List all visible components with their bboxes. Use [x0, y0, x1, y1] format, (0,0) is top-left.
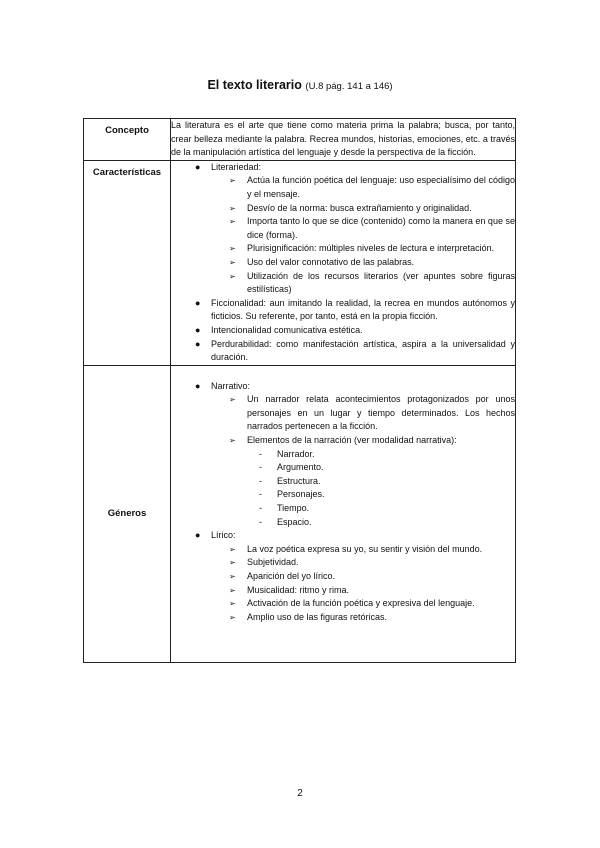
bullet-icon: ●: [195, 324, 201, 335]
bullet-icon: ●: [195, 338, 201, 349]
list-item: - Espacio.: [171, 516, 515, 530]
arrow-bullet-icon: ➢: [229, 271, 236, 281]
title-reference: (U.8 pág. 141 a 146): [305, 81, 393, 92]
list-item: ➢ Musicalidad: ritmo y rima.: [171, 584, 515, 598]
generos-content: [171, 365, 516, 662]
arrow-bullet-icon: ➢: [229, 585, 236, 595]
list-item: ➢ Uso del valor connotativo de las palabras.: [171, 256, 515, 270]
arrow-bullet-icon: ➢: [229, 176, 236, 186]
list-item: ➢ Un narrador relata acontecimientos protagonizados por unos personajes en un lugar y tiempo determinados. Los hechos narrados pertenecen a la ficción.: [229, 394, 515, 432]
label-generos: Géneros: [84, 365, 171, 662]
list-item: ➢ Aparición del yo lírico.: [171, 570, 515, 584]
label-caracteristicas: Características: [84, 160, 171, 365]
list-item: ● Perdurabilidad: como manifestación artística, aspira a la universalidad y duración.: [195, 338, 515, 363]
dash-bullet-icon: -: [259, 462, 262, 473]
bullet-icon: ●: [195, 380, 201, 391]
arrow-bullet-icon: ➢: [229, 572, 236, 581]
dash-bullet-icon: -: [259, 475, 262, 486]
arrow-bullet-icon: ➢: [229, 244, 236, 254]
list-item: ● Literariedad:: [171, 161, 515, 175]
list-item: - Narrador.: [171, 448, 515, 462]
row-concepto: [84, 119, 516, 161]
caracteristicas-list: [171, 161, 515, 365]
dash-bullet-icon: -: [259, 516, 262, 527]
arrow-bullet-icon: ➢: [229, 203, 236, 213]
concepto-text: La literatura es el arte que tiene como materia prima la palabra; busca, por tanto, crear belleza mediante la palabra. Recrea mundos, historias, emociones, etc. a través de la manipulación artística del lenguaje y desde la perspectiva de la ficción.: [171, 119, 516, 161]
page-number: 2: [297, 788, 303, 799]
document-title: [0, 78, 600, 92]
dash-bullet-icon: -: [259, 448, 262, 459]
row-generos: [84, 365, 516, 662]
bullet-icon: ●: [195, 161, 201, 172]
list-item: ➢ La voz poética expresa su yo, su sentir y visión del mundo.: [171, 543, 515, 557]
list-item: ● Ficcionalidad: aun imitando la realidad, la recrea en mundos autónomos y ficticios. Su referente, por tanto, está en la propia ficción.: [195, 297, 515, 322]
list-item: ● Intencionalidad comunicativa estética.: [171, 324, 515, 338]
list-item: - Estructura.: [171, 475, 515, 489]
generos-list: [171, 380, 515, 625]
list-item: ➢ Desvío de la norma: busca extrañamiento y originalidad.: [171, 202, 515, 216]
list-item: - Tiempo.: [171, 502, 515, 516]
arrow-bullet-icon: ➢: [229, 436, 236, 446]
list-item: ● Narrativo:: [171, 380, 515, 394]
list-item: ➢ Importa tanto lo que se dice (contenido) como la manera en que se dice (forma).: [229, 216, 515, 240]
row-caracteristicas: [84, 160, 516, 365]
dash-bullet-icon: -: [259, 489, 262, 500]
bullet-icon: ●: [195, 297, 201, 308]
content-table: [83, 118, 516, 663]
list-item: ➢ Amplio uso de las figuras retóricas.: [171, 611, 515, 625]
arrow-bullet-icon: ➢: [229, 558, 236, 568]
label-concepto: Concepto: [84, 119, 171, 161]
title-main: El texto literario: [207, 78, 302, 92]
dash-bullet-icon: -: [259, 503, 262, 514]
arrow-bullet-icon: ➢: [229, 612, 236, 622]
arrow-bullet-icon: ➢: [229, 217, 236, 227]
list-item: - Argumento.: [171, 461, 515, 475]
bullet-icon: ●: [195, 530, 201, 541]
arrow-bullet-icon: ➢: [229, 395, 236, 405]
caracteristicas-content: [171, 160, 516, 365]
list-item: ➢ Utilización de los recursos literarios (ver apuntes sobre figuras estilísticas): [229, 270, 515, 295]
arrow-bullet-icon: ➢: [229, 544, 236, 554]
list-item: ● Lírico:: [171, 529, 515, 543]
list-item: ➢ Actúa la función poética del lenguaje: uso especialísimo del código y el mensaje.: [229, 175, 515, 199]
list-item: - Personajes.: [171, 488, 515, 502]
list-item: ➢ Elementos de la narración (ver modalidad narrativa):: [171, 434, 515, 448]
arrow-bullet-icon: ➢: [229, 257, 236, 267]
list-item: ➢ Plurisignificación: múltiples niveles de lectura e interpretación.: [171, 242, 515, 256]
list-item: ➢ Activación de la función poética y expresiva del lenguaje.: [171, 597, 515, 611]
arrow-bullet-icon: ➢: [229, 599, 236, 609]
list-item: ➢ Subjetividad.: [171, 556, 515, 570]
